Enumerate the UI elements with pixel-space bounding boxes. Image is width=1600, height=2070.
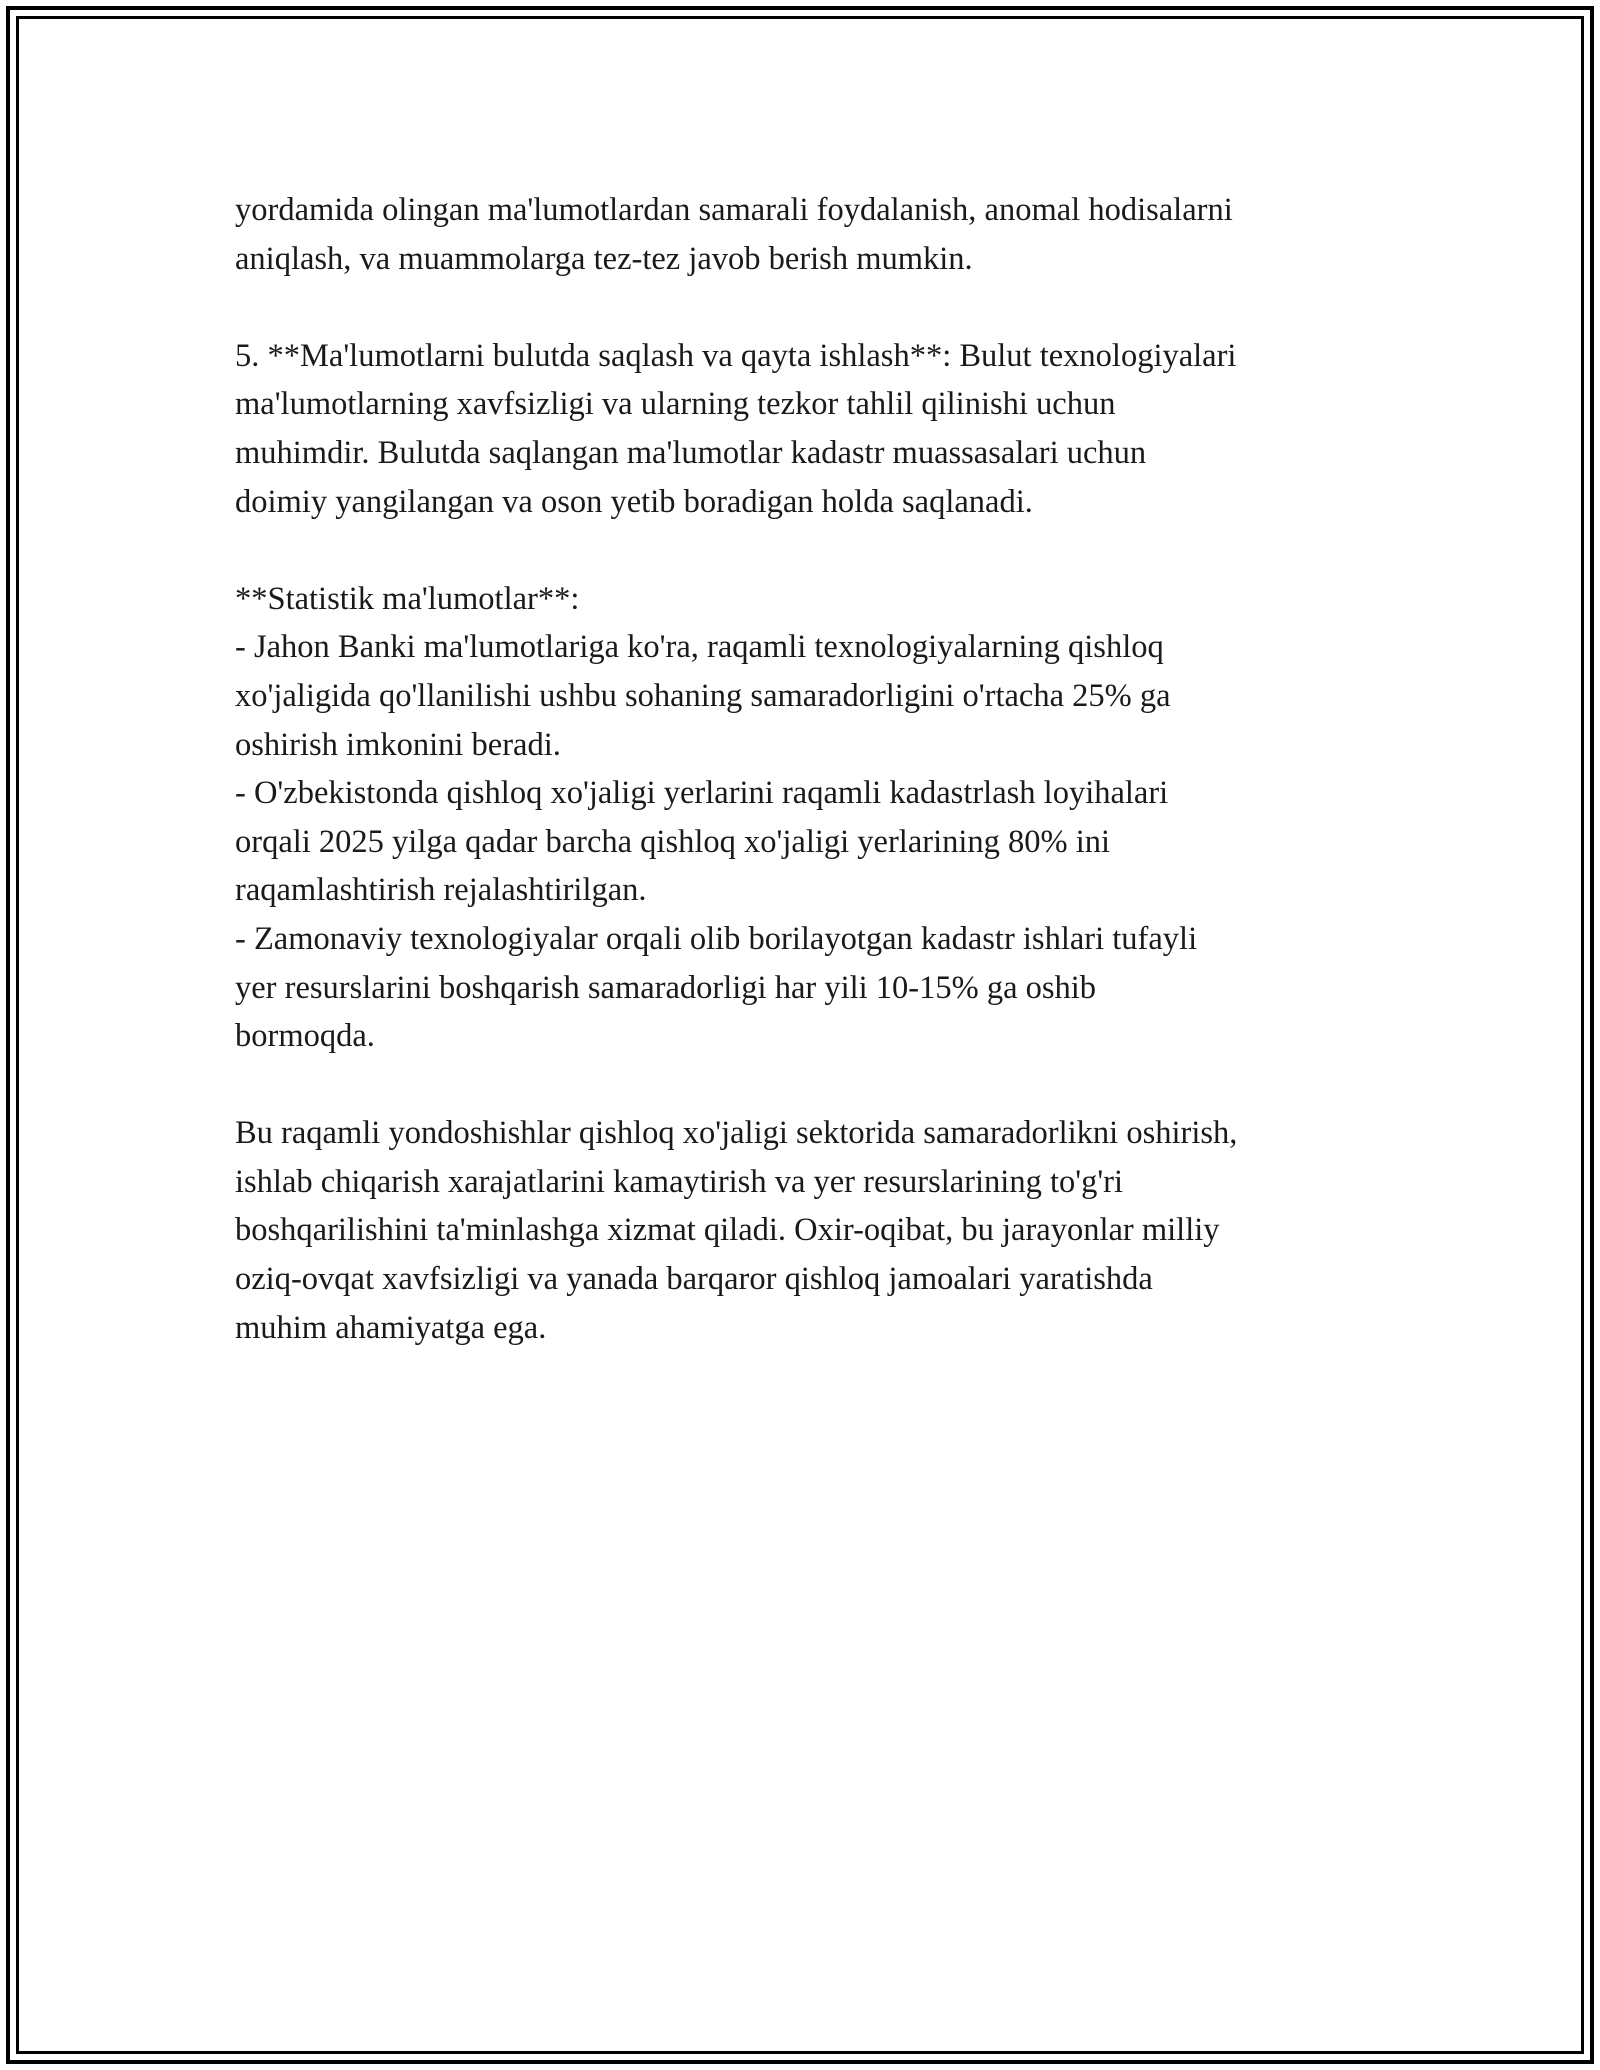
text-line: aniqlash, va muammolarga tez-tez javob berish mumkin. xyxy=(235,240,973,277)
paragraph-gap xyxy=(235,526,1375,575)
text-line: 5. **Ma'lumotlarni bulutda saqlash va qayta ishlash**: Bulut texnologiyalari xyxy=(235,337,1237,374)
paragraph-conclusion xyxy=(235,1109,1375,1352)
statistics-heading: **Statistik ma'lumotlar**: xyxy=(235,580,580,617)
text-line: doimiy yangilangan va oson yetib boradigan holda saqlanadi. xyxy=(235,483,1033,520)
text-line: Bu raqamli yondoshishlar qishloq xo'jaligi sektorida samaradorlikni oshirish, xyxy=(235,1115,1238,1152)
text-line: oziq-ovqat xavfsizligi va yanada barqaror qishloq jamoalari yaratishda xyxy=(235,1261,1153,1298)
text-line: raqamlashtirish rejalashtirilgan. xyxy=(235,872,647,909)
text-line: muhimdir. Bulutda saqlangan ma'lumotlar kadastr muassasalari uchun xyxy=(235,434,1147,471)
text-line: yordamida olingan ma'lumotlardan samarali foydalanish, anomal hodisalarni xyxy=(235,192,1233,228)
text-line: yer resurslarini boshqarish samaradorligi har yili 10-15% ga oshib xyxy=(235,969,1097,1006)
paragraph-gap xyxy=(235,283,1375,332)
text-line: - O'zbekistonda qishloq xo'jaligi yerlarini raqamli kadastrlash loyihalari xyxy=(235,775,1169,812)
paragraph-continuation xyxy=(235,186,1375,283)
text-line: ma'lumotlarning xavfsizligi va ularning tezkor tahlil qilinishi uchun xyxy=(235,386,1116,423)
text-line: xo'jaligida qo'llanilishi ushbu sohaning samaradorligini o'rtacha 25% ga xyxy=(235,677,1171,714)
text-line: boshqarilishini ta'minlashga xizmat qiladi. Oxir-oqibat, bu jarayonlar milliy xyxy=(235,1212,1220,1249)
paragraph-gap xyxy=(235,1061,1375,1110)
paragraph-cloud-storage xyxy=(235,332,1375,526)
text-line: ishlab chiqarish xarajatlarini kamaytirish va yer resurslarining to'g'ri xyxy=(235,1163,1124,1200)
paragraph-statistics xyxy=(235,575,1375,1061)
text-line: - Zamonaviy texnologiyalar orqali olib borilayotgan kadastr ishlari tufayli xyxy=(235,920,1198,957)
text-line: muhim ahamiyatga ega. xyxy=(235,1309,547,1346)
text-line: orqali 2025 yilga qadar barcha qishloq xo'jaligi yerlarining 80% ini xyxy=(235,823,1111,860)
text-line: - Jahon Banki ma'lumotlariga ko'ra, raqamli texnologiyalarning qishloq xyxy=(235,629,1164,666)
text-line: bormoqda. xyxy=(235,1018,375,1055)
text-line: oshirish imkonini beradi. xyxy=(235,726,561,763)
document-body xyxy=(235,186,1375,1352)
